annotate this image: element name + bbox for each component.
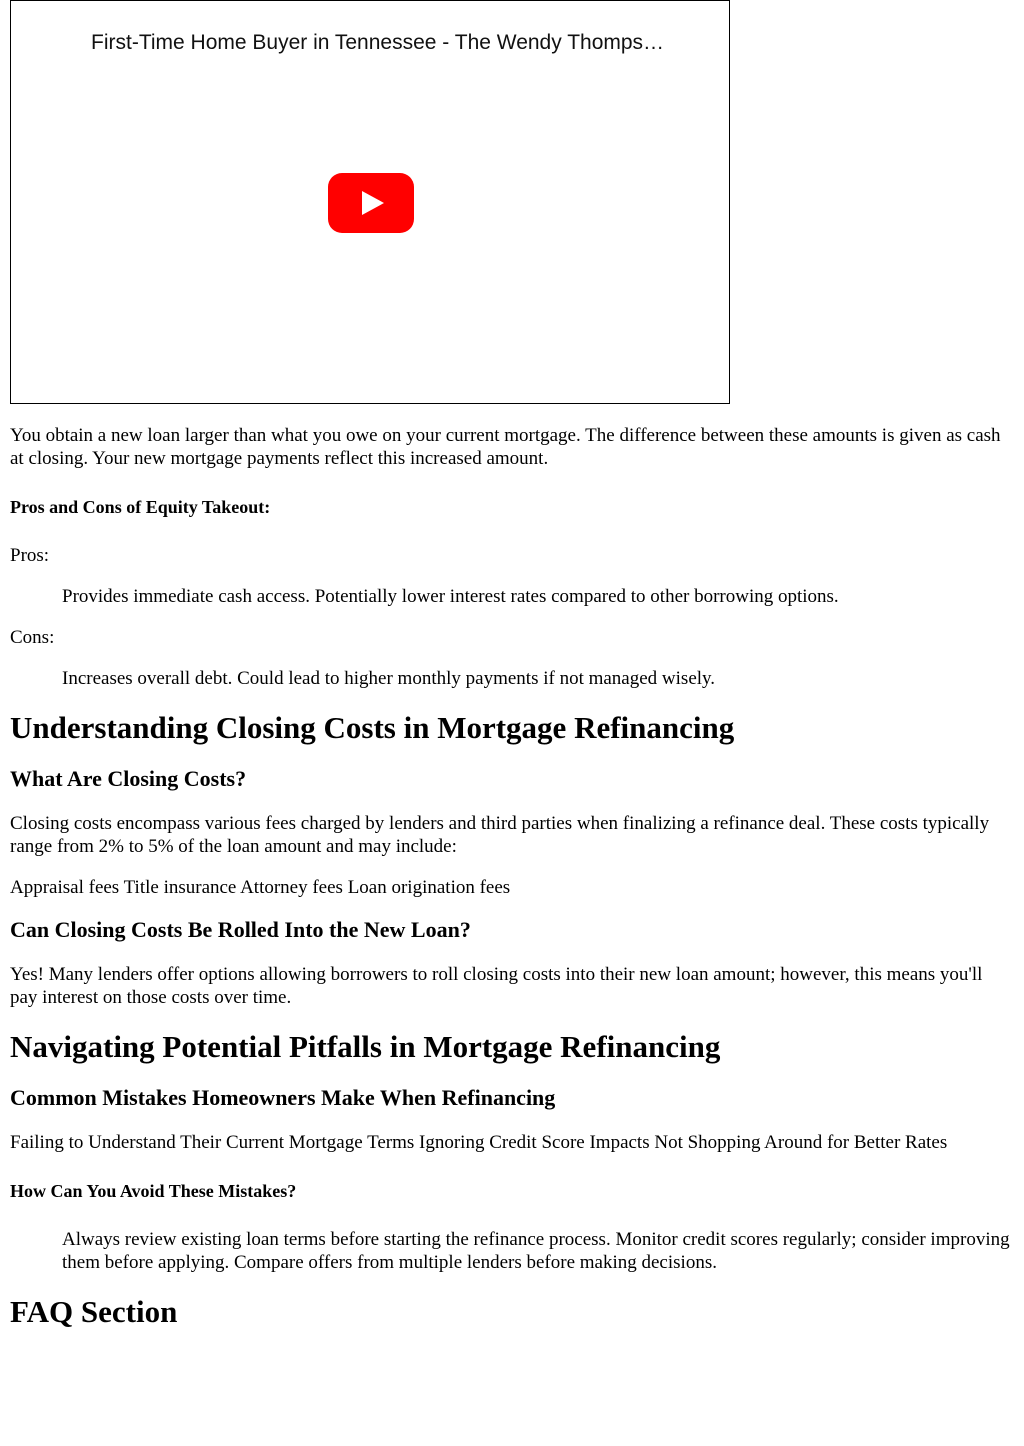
fees-list-text: Appraisal fees Title insurance Attorney fees Loan origination fees xyxy=(10,877,511,898)
pitfalls-heading: Navigating Potential Pitfalls in Mortgage Refinancing xyxy=(10,1029,721,1064)
video-title[interactable]: First-Time Home Buyer in Tennessee - The Wendy Thomps… xyxy=(91,31,665,54)
pros-label: Pros: xyxy=(10,545,50,566)
avoid-heading: How Can You Avoid These Mistakes? xyxy=(10,1181,297,1201)
video-embed[interactable] xyxy=(10,0,730,404)
cons-text: Increases overall debt. Could lead to higher monthly payments if not managed wisely. xyxy=(62,668,716,689)
rolled-text: Yes! Many lenders offer options allowing borrowers to roll closing costs into their new loan amount; however, this means you'll pay interest on those costs over time. xyxy=(10,964,983,1008)
intro-paragraph: You obtain a new loan larger than what you owe on your current mortgage. The difference between these amounts is given as cash at closing. Your new mortgage payments reflect this increased amount. xyxy=(10,425,1001,469)
avoid-text: Always review existing loan terms before starting the refinance process. Monitor credit scores regularly; consider improving them before applying. Compare offers from multiple lenders before making decisions. xyxy=(62,1229,1010,1273)
what-are-closing-costs-text: Closing costs encompass various fees charged by lenders and third parties when finalizing a refinance deal. These costs typically range from 2% to 5% of the loan amount and may include: xyxy=(10,813,990,857)
cons-label: Cons: xyxy=(10,627,55,648)
closing-costs-heading: Understanding Closing Costs in Mortgage Refinancing xyxy=(10,710,735,745)
mistakes-heading: Common Mistakes Homeowners Make When Refinancing xyxy=(10,1085,556,1110)
what-are-closing-costs-heading: What Are Closing Costs? xyxy=(10,766,247,791)
youtube-play-icon[interactable] xyxy=(328,173,414,233)
mistakes-text: Failing to Understand Their Current Mortgage Terms Ignoring Credit Score Impacts Not Shopping Around for Better Rates xyxy=(10,1132,948,1153)
pros-cons-heading: Pros and Cons of Equity Takeout: xyxy=(10,497,271,517)
pros-text: Provides immediate cash access. Potentially lower interest rates compared to other borrowing options. xyxy=(62,586,839,607)
faq-heading: FAQ Section xyxy=(10,1294,178,1329)
rolled-heading: Can Closing Costs Be Rolled Into the New Loan? xyxy=(10,917,471,942)
play-triangle-icon xyxy=(362,191,384,215)
article-body xyxy=(10,424,1014,1350)
